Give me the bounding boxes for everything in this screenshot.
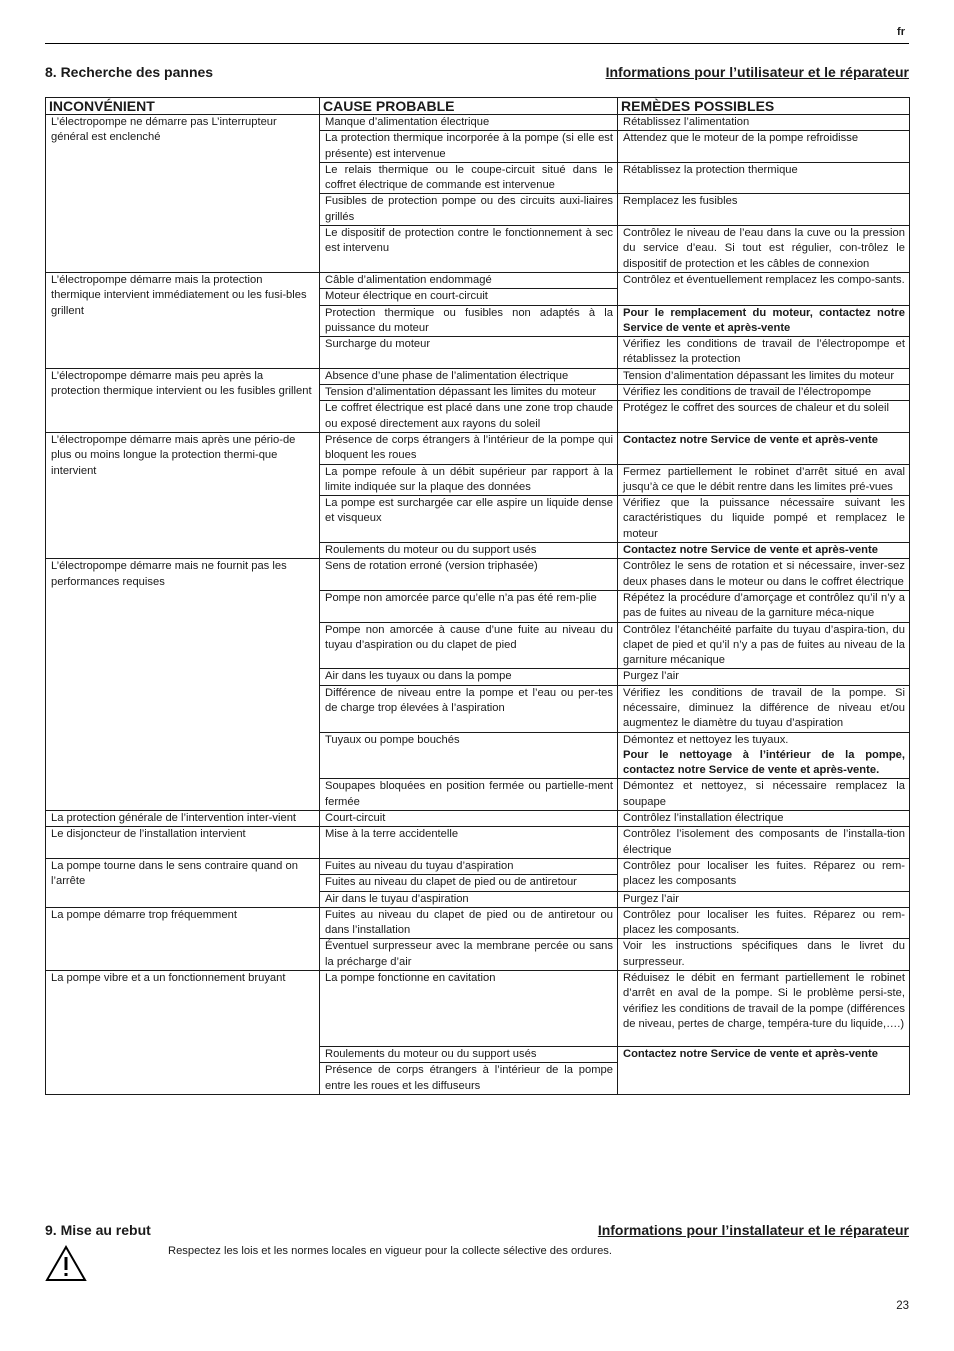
disposal-text: Respectez les lois et les normes locales en vigueur pour la collecte sélective des ordures. [168, 1245, 612, 1257]
cause-cell: Manque d’alimentation électrique [320, 115, 618, 131]
header-rule [45, 43, 909, 44]
table-row [46, 559, 910, 591]
header-inconvenient: INCONVÉNIENT [46, 98, 320, 115]
remede-cell: Fermez partiellement le robinet d’arrêt situé en aval jusqu’à ce que le débit rentre dans les limites pré-vues [618, 464, 910, 496]
remede-cell: Répétez la procédure d’amorçage et contrôlez qu’il n’y a pas de fuites au niveau de la garniture méca-nique [618, 590, 910, 622]
cause-cell: La pompe refoule à un débit supérieur par rapport à la limite indiquée sur la plaque des données [320, 464, 618, 496]
remede-cell: Démontez et nettoyez, si nécessaire remplacez la soupape [618, 779, 910, 811]
cause-cell: Air dans les tuyaux ou dans la pompe [320, 669, 618, 685]
remede-cell: Rétablissez l’alimentation [618, 115, 910, 131]
inconvenient-cell: L’électropompe démarre mais la protection thermique intervient immédiatement ou les fusi-bles grillent [46, 272, 320, 368]
table-row [46, 858, 910, 874]
cause-cell: Présence de corps étrangers à l’intérieur de la pompe entre les roues et les diffuseurs [320, 1063, 618, 1095]
inconvenient-cell: La pompe vibre et a un fonctionnement bruyant [46, 971, 320, 1095]
cause-cell: Le relais thermique ou le coupe-circuit situé dans le coffret électrique de commande est intervenue [320, 162, 618, 194]
remede-text: Démontez et nettoyez les tuyaux. [623, 733, 789, 746]
cause-cell: Roulements du moteur ou du support usés [320, 1047, 618, 1063]
table-row [46, 811, 910, 827]
inconvenient-cell: Le disjoncteur de l’installation intervient [46, 827, 320, 859]
inconvenient-cell: La protection générale de l’intervention inter-vient [46, 811, 320, 827]
cause-cell: Sens de rotation erroné (version triphasée) [320, 559, 618, 591]
remede-cell: Pour le remplacement du moteur, contactez notre Service de vente et après-vente [618, 305, 910, 337]
cause-cell: Absence d’une phase de l’alimentation électrique [320, 368, 618, 384]
cause-cell: La protection thermique incorporée à la pompe (si elle est présente) est intervenue [320, 131, 618, 163]
remede-cell: Contactez notre Service de vente et après-vente [618, 1047, 910, 1095]
cause-cell: Protection thermique ou fusibles non adaptés à la puissance du moteur [320, 305, 618, 337]
inconvenient-cell: L’électropompe démarre mais peu après la protection thermique intervient ou les fusibles grillent [46, 368, 320, 432]
remede-cell: Réduisez le débit en fermant partiellement le robinet d’arrêt en aval de la pompe. Si le problème persi-ste, vérifiez les conditions de travail de la pompe (différences de niveau, pertes de charge, tempéra-ture du liquide,….) [618, 971, 910, 1047]
page-number: 23 [896, 1300, 909, 1312]
inconvenient-cell: La pompe tourne dans le sens contraire quand on l’arrête [46, 858, 320, 907]
section-8-title: 8. Recherche des pannes [45, 64, 214, 80]
remede-cell: Contactez notre Service de vente et après-vente [618, 432, 910, 464]
remede-cell: Vérifiez les conditions de travail de la pompe. Si nécessaire, diminuez la différence de niveau et/ou augmentez le diamètre du tuyau d’aspiration [618, 685, 910, 732]
cause-cell: La pompe fonctionne en cavitation [320, 971, 618, 1047]
header-cause: CAUSE PROBABLE [320, 98, 618, 115]
remede-cell: Attendez que le moteur de la pompe refroidisse [618, 131, 910, 163]
cause-cell: La pompe est surchargée car elle aspire un liquide dense et visqueux [320, 496, 618, 543]
cause-cell: Fuites au niveau du tuyau d’aspiration [320, 858, 618, 874]
language-code: fr [897, 26, 905, 38]
inconvenient-cell: La pompe démarre trop fréquemment [46, 907, 320, 970]
cause-cell: Éventuel surpresseur avec la membrane percée ou sans la précharge d’air [320, 939, 618, 971]
cause-cell: Soupapes bloquées en position fermée ou partielle-ment fermée [320, 779, 618, 811]
remede-cell: Voir les instructions spécifiques dans le livret du surpresseur. [618, 939, 910, 971]
cause-cell: Différence de niveau entre la pompe et l’eau ou per-tes de charge trop élevées à l’aspiration [320, 685, 618, 732]
table-row [46, 971, 910, 1047]
section-8-audience: Informations pour l’utilisateur et le réparateur [605, 64, 909, 80]
cause-cell: Tension d’alimentation dépassant les limites du moteur [320, 385, 618, 401]
remede-cell [618, 732, 910, 779]
remede-cell: Contrôlez l’étanchéité parfaite du tuyau d’aspira-tion, du clapet de pied et qu’il n’y a pas de fuites au niveau de la garniture mécanique [618, 622, 910, 669]
inconvenient-cell: L’électropompe démarre mais après une pério-de plus ou moins longue la protection thermi-que intervient [46, 432, 320, 558]
troubleshooting-table [45, 97, 910, 1095]
cause-cell: Le coffret électrique est placé dans une zone trop chaude ou exposé directement aux rayons du soleil [320, 401, 618, 433]
cause-cell: Surcharge du moteur [320, 337, 618, 369]
cause-cell: Fuites au niveau du clapet de pied ou de antiretour [320, 875, 618, 891]
cause-cell: Pompe non amorcée à cause d’une fuite au niveau du tuyau d’aspiration ou du clapet de pied [320, 622, 618, 669]
cause-cell: Fusibles de protection pompe ou des circuits auxi-liaires grillés [320, 194, 618, 226]
remede-cell: Contrôlez l’installation électrique [618, 811, 910, 827]
remede-cell: Contrôlez le sens de rotation et si nécessaire, inver-sez deux phases dans le moteur ou dans le coffret électrique [618, 559, 910, 591]
remede-cell: Tension d’alimentation dépassant les limites du moteur [618, 368, 910, 384]
cause-cell: Moteur électrique en court-circuit [320, 289, 618, 305]
cause-cell: Présence de corps étrangers à l’intérieur de la pompe qui bloquent les roues [320, 432, 618, 464]
remede-cell: Contrôlez pour localiser les fuites. Réparez ou rem-placez les composants [618, 858, 910, 891]
remede-cell: Vérifiez que la puissance nécessaire suivant les caractéristiques du liquide pompé et remplacez le moteur [618, 496, 910, 543]
cause-cell: Air dans le tuyau d’aspiration [320, 891, 618, 907]
cause-cell: Court-circuit [320, 811, 618, 827]
section-9-title: 9. Mise au rebut [45, 1222, 151, 1238]
remede-cell: Purgez l’air [618, 891, 910, 907]
remede-cell: Contrôlez l’isolement des composants de l’installa-tion électrique [618, 827, 910, 859]
cause-cell: Roulements du moteur ou du support usés [320, 543, 618, 559]
header-remedes: REMÈDES POSSIBLES [618, 98, 910, 115]
cause-cell: Pompe non amorcée parce qu’elle n’a pas été rem-plie [320, 590, 618, 622]
table-row [46, 368, 910, 384]
cause-cell: Mise à la terre accidentelle [320, 827, 618, 859]
section-9-audience: Informations pour l’installateur et le réparateur [597, 1222, 909, 1238]
remede-cell: Contrôlez pour localiser les fuites. Réparez ou rem-placez les composants. [618, 907, 910, 939]
remede-cell: Contrôlez le niveau de l’eau dans la cuve ou la pression du service d’eau. Si tout est régulier, con-trôlez le dispositif de protection et les câbles de connexion [618, 226, 910, 273]
remede-cell: Vérifiez les conditions de travail de l’électropompe [618, 385, 910, 401]
remede-cell: Contactez notre Service de vente et après-vente [618, 543, 910, 559]
table-header-row [46, 98, 910, 115]
remede-cell: Vérifiez les conditions de travail de l’électropompe et rétablissez la protection [618, 337, 910, 369]
warning-icon [45, 1245, 87, 1282]
inconvenient-cell: L’électropompe démarre mais ne fournit pas les performances requises [46, 559, 320, 811]
table-row [46, 115, 910, 131]
remede-cell: Contrôlez et éventuellement remplacez les compo-sants. [618, 272, 910, 305]
remede-cell: Protégez le coffret des sources de chaleur et du soleil [618, 401, 910, 433]
remede-text-bold: Pour le nettoyage à l’intérieur de la pompe, contactez notre Service de vente et après-vente. [623, 748, 905, 777]
cause-cell: Tuyaux ou pompe bouchés [320, 732, 618, 779]
remede-cell: Remplacez les fusibles [618, 194, 910, 226]
cause-cell: Câble d’alimentation endommagé [320, 272, 618, 288]
cause-cell: Le dispositif de protection contre le fonctionnement à sec est intervenu [320, 226, 618, 273]
table-row [46, 272, 910, 288]
table-row [46, 907, 910, 939]
table-row [46, 827, 910, 859]
remede-cell: Purgez l’air [618, 669, 910, 685]
cause-cell: Fuites au niveau du clapet de pied ou de antiretour ou dans l’installation [320, 907, 618, 939]
table-row [46, 432, 910, 464]
inconvenient-cell: L’électropompe ne démarre pas L’interrupteur général est enclenché [46, 115, 320, 273]
remede-cell: Rétablissez la protection thermique [618, 162, 910, 194]
